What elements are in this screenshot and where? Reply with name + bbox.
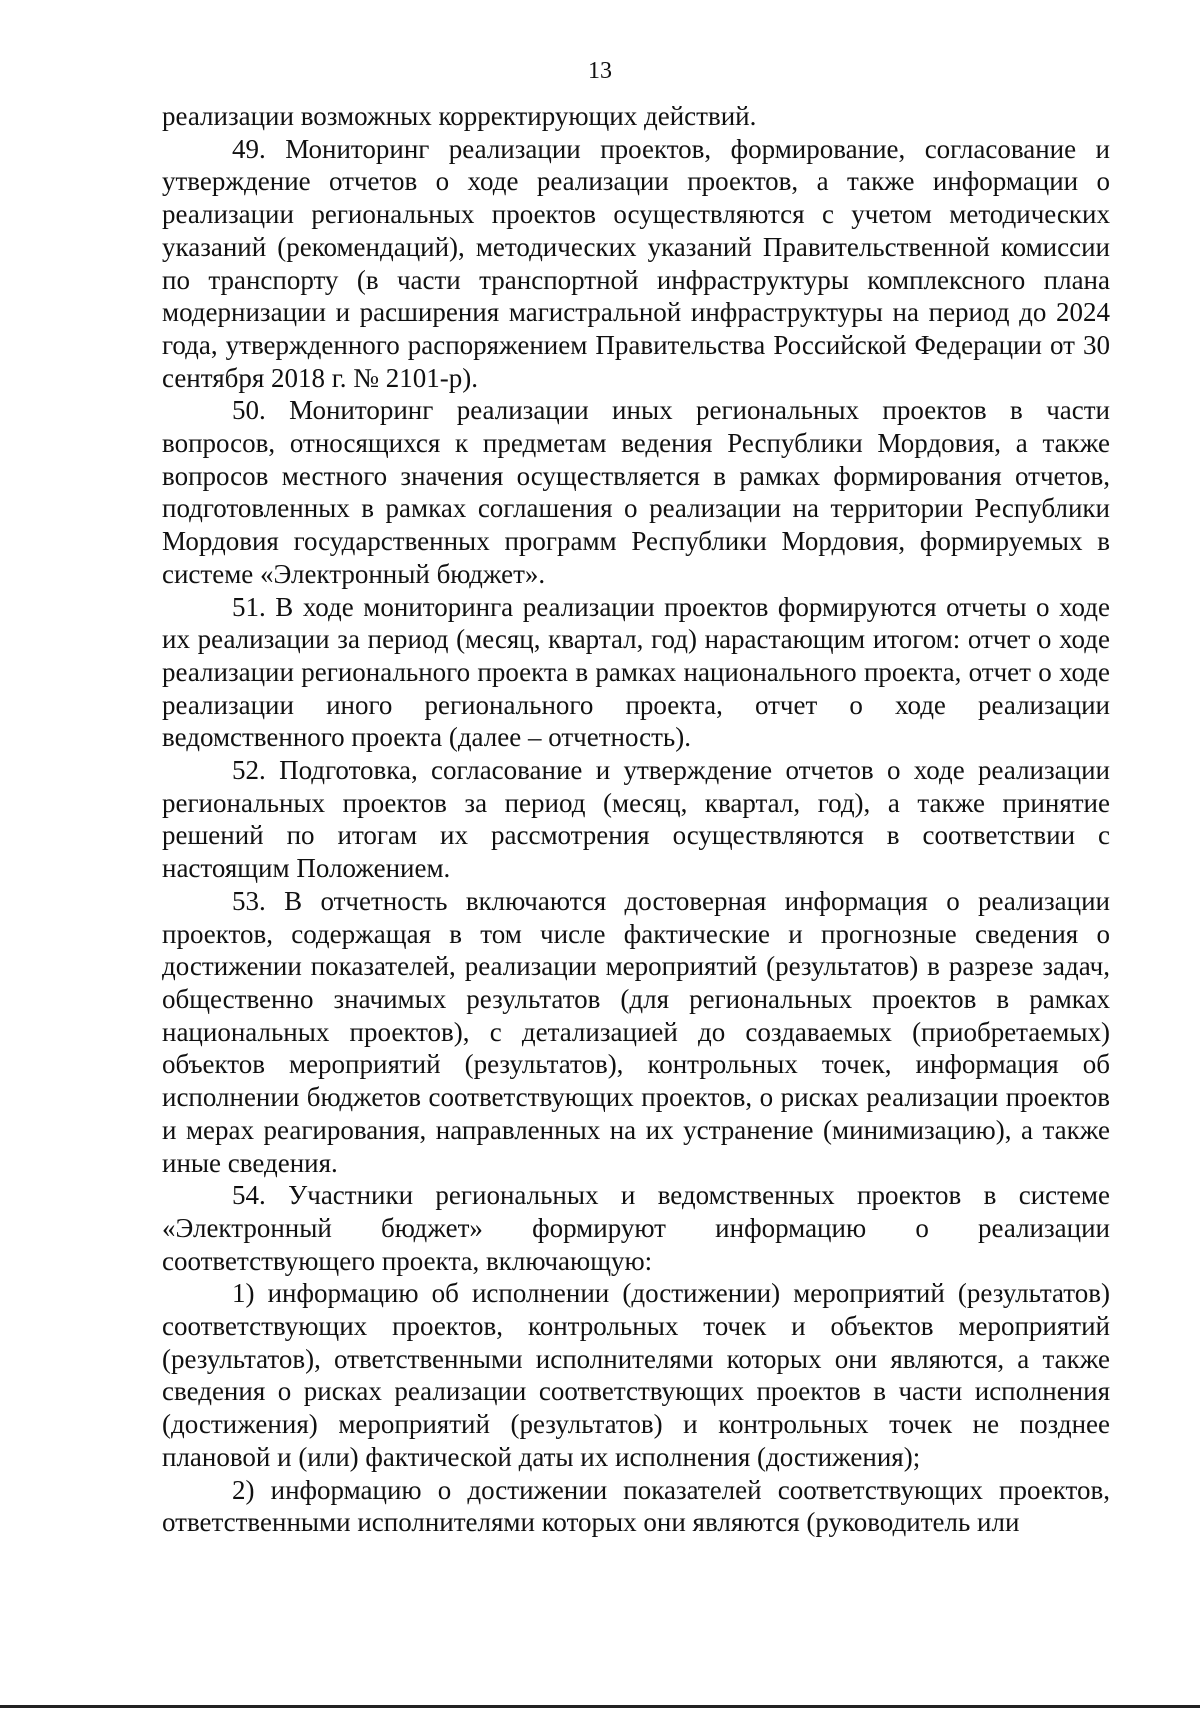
- paragraph-52: 52. Подготовка, согласование и утверждение отчетов о ходе реализации региональных проектов за период (месяц, квартал, год), а также принятие решений по итогам их рассмотрения осуществляются в соответствии с настоящим Положением.: [162, 755, 1110, 884]
- page-number: 13: [588, 58, 612, 84]
- paragraph-continuation: реализации возможных корректирующих действий.: [162, 101, 757, 131]
- paragraph-54-item-2: 2) информацию о достижении показателей соответствующих проектов, ответственными исполнителями которых они являются (руководитель или: [162, 1474, 1110, 1538]
- page-bottom-edge: [0, 1705, 1200, 1708]
- paragraph-51: 51. В ходе мониторинга реализации проектов формируются отчеты о ходе их реализации за период (месяц, квартал, год) нарастающим итогом: отчет о ходе реализации регионального проекта в рамках национального проекта, отчет о ходе реализации иного регионального проекта, отчет о ходе реализации ведомственного проекта (далее – отчетность).: [162, 591, 1110, 753]
- paragraph-50: 50. Мониторинг реализации иных региональных проектов в части вопросов, относящихся к предметам ведения Республики Мордовия, а также вопросов местного значения осуществляется в рамках формирования отчетов, подготовленных в рамках соглашения о реализации на территории Республики Мордовия государственных программ Республики Мордовия, формируемых в системе «Электронный бюджет».: [162, 395, 1110, 589]
- paragraph-53: 53. В отчетность включаются достоверная информация о реализации проектов, содержащая в том числе фактические и прогнозные сведения о достижении показателей, реализации мероприятий (результатов) в разрезе задач, общественно значимых результатов (для региональных проектов в рамках национальных проектов), с детализацией до создаваемых (приобретаемых) объектов мероприятий (результатов), контрольных точек, информация об исполнении бюджетов соответствующих проектов, о рисках реализации проектов и мерах реагирования, направленных на их устранение (минимизацию), а также иные сведения.: [162, 885, 1110, 1178]
- paragraph-49: 49. Мониторинг реализации проектов, формирование, согласование и утверждение отчетов о ходе реализации проектов, а также информации о реализации региональных проектов осуществляются с учетом методических указаний (рекомендаций), методических указаний Правительственной комиссии по транспорту (в части транспортной инфраструктуры комплексного плана модернизации и расширения магистральной инфраструктуры на период до 2024 года, утвержденного распоряжением Правительства Российской Федерации от 30 сентября 2018 г. № 2101-р).: [162, 133, 1110, 393]
- document-body: [162, 100, 1110, 1539]
- paragraph-54-item-1: 1) информацию об исполнении (достижении) мероприятий (результатов) соответствующих проектов, контрольных точек и объектов мероприятий (результатов), ответственными исполнителями которых они являются, а также сведения о рисках реализации соответствующих проектов в части исполнения (достижения) мероприятий (результатов) и контрольных точек не позднее плановой и (или) фактической даты их исполнения (достижения);: [162, 1278, 1110, 1472]
- paragraph-54: 54. Участники региональных и ведомственных проектов в системе «Электронный бюджет» формируют информацию о реализации соответствующего проекта, включающую:: [162, 1180, 1110, 1276]
